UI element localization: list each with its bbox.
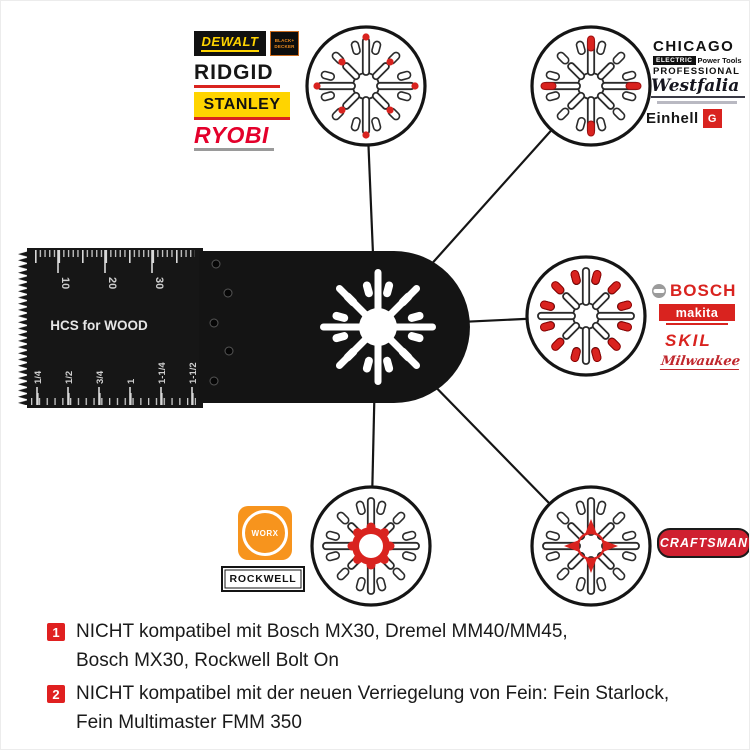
westfalia-underline [651, 96, 745, 98]
inch-mark-one: 1 [126, 378, 137, 384]
chicago-powertools-label: Power Tools [697, 56, 742, 65]
skil-logo: SKIL [665, 331, 712, 350]
makita-tagline [666, 323, 728, 325]
mm-mark-20: 20 [106, 277, 118, 290]
ridgid-underline [194, 85, 280, 88]
dewalt-label: DEWALT [201, 33, 259, 49]
note-2 [47, 680, 727, 737]
rockwell-logo [221, 566, 305, 592]
note-1-badge: 1 [47, 623, 65, 641]
westfalia-label: Westfalia [651, 76, 740, 96]
compatibility-notes [47, 618, 727, 742]
black-decker-logo [270, 31, 299, 56]
dewalt-logo [194, 31, 266, 56]
ryobi-logo [194, 124, 306, 151]
einhell-logo [646, 109, 722, 128]
ridgid-logo [194, 62, 306, 88]
chicago-electric-logo [653, 39, 748, 77]
chicago-label: CHICAGO [653, 38, 735, 55]
stanley-logo [194, 92, 290, 120]
note-2-line-1: NICHT kompatibel mit der neuen Verriegelung von Fein: Fein Starlock, [76, 683, 670, 704]
ryobi-underline [194, 148, 274, 151]
chicago-professional-label: PROFESSIONAL [653, 66, 740, 77]
rockwell-label: ROCKWELL [229, 573, 297, 585]
einhell-mark-icon: G [703, 109, 722, 128]
ryobi-label: RYOBI [194, 122, 269, 148]
makita-label: makita [675, 305, 719, 320]
milwaukee-logo: Milwaukee [660, 354, 742, 369]
craftsman-logo [657, 528, 750, 558]
blade-material-label: HCS for WOOD [50, 318, 148, 333]
note-2-badge: 2 [47, 685, 65, 703]
note-1-line-1: NICHT kompatibel mit Bosch MX30, Dremel MM40/MM45, [76, 621, 568, 642]
inch-mark-one-half: 1-1/2 [188, 362, 199, 384]
worx-label: WORX [251, 528, 279, 538]
note-1 [47, 618, 727, 675]
note-2-line-2: Fein Multimaster FMM 350 [76, 711, 302, 733]
note-1-line-2: Bosch MX30, Rockwell Bolt On [76, 649, 339, 671]
worx-logo [238, 506, 292, 560]
craftsman-label: CRAFTSMAN [659, 536, 749, 550]
westfalia-tagline [657, 101, 737, 104]
inch-mark-one-quarter: 1-1/4 [157, 362, 168, 384]
black-decker-label-1: BLACK+ [274, 38, 295, 43]
stanley-label: STANLEY [203, 95, 281, 113]
bosch-logo [651, 281, 749, 301]
westfalia-logo [651, 77, 747, 104]
worx-ring-icon [242, 510, 288, 556]
dewalt-underline [201, 50, 259, 53]
mm-mark-10: 10 [59, 277, 71, 290]
inch-mark-threequarter: 3/4 [95, 370, 106, 384]
einhell-label: Einhell [646, 110, 699, 127]
inch-mark-half: 1/2 [64, 370, 75, 384]
black-decker-label-2: DECKER [274, 43, 295, 49]
bosch-armature-icon [651, 283, 667, 299]
brand-stack-top-left [194, 31, 306, 151]
makita-logo [659, 304, 735, 321]
brand-stack-middle-right [651, 281, 749, 370]
bosch-label: BOSCH [670, 281, 737, 300]
mm-mark-30: 30 [153, 277, 165, 290]
inch-mark-quarter: 1/4 [33, 370, 44, 384]
mount-star-cutout [320, 269, 436, 385]
ridgid-label: RIDGID [194, 61, 274, 84]
chicago-electric-label: ELECTRIC [653, 56, 696, 65]
